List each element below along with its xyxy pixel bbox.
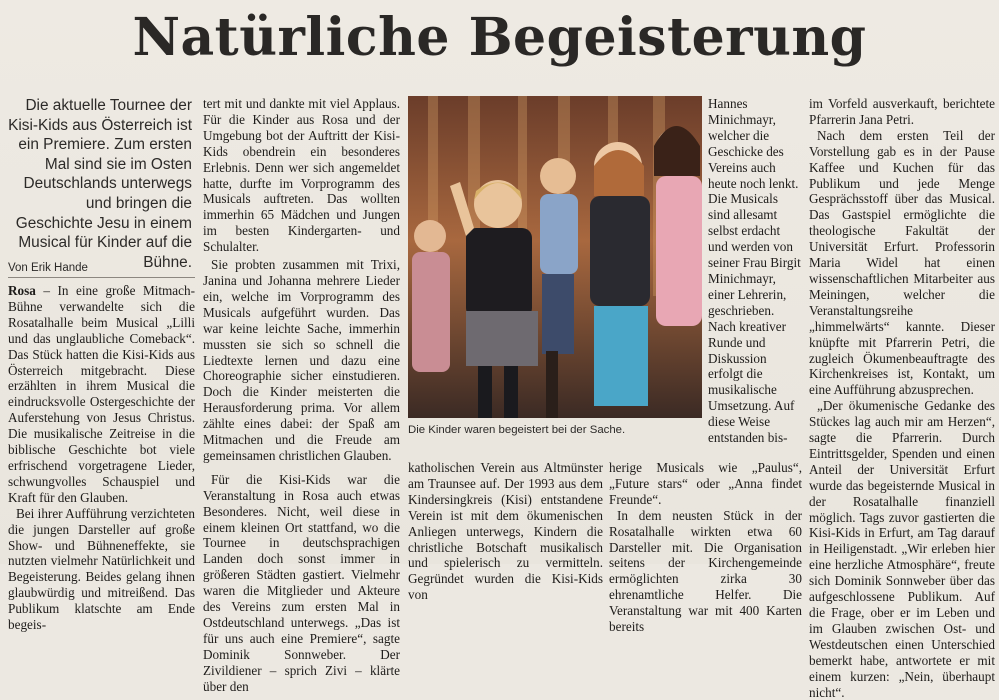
article-column-2	[203, 96, 400, 694]
photo-caption: Die Kinder waren begeistert bei der Sache.	[408, 424, 626, 436]
child-far-right	[654, 126, 702, 326]
paragraph: Hannes Minichmayr, welcher die Geschicke des Vereins auch heute noch lenkt. Die Musicals sind allesamt selbst erdacht und werden von seiner Frau Birgit Minichmayr, einer Lehrerin, geschrieben. Nach kreativer Runde und Diskussion erfolgt die musikalische Umsetzung. Auf diese Weise entstanden bis-	[708, 96, 801, 446]
article-column-4	[609, 460, 802, 635]
paragraph: In dem neusten Stück in der Rosatalhalle wirkten etwa 60 Darsteller mit. Die Organisation seitens der Kirchengemeinde ermöglichten zirka 30 ehrenamtliche Helfer. Die Veranstaltung war mit 400 Karten bereits	[609, 507, 802, 635]
paragraph: Für die Kisi-Kids war die Veranstaltung in Rosa auch etwas Besonderes. Nicht, weil diese in einem kleinen Ort stattfand, wo die Tournee in deutschsprachigen Landen doch sonst immer in größeren Städten gastiert. Vielmehr waren die Mitglieder und Akteure des Vereins zum ersten Mal in Ostdeutschland unterwegs. „Das ist für uns auch eine Premiere“, sagte Dominik Sonnweber. Der Zivildiener – sprich Zivi – klärte über den	[203, 471, 400, 694]
headline: Natürliche Begeisterung	[132, 7, 867, 68]
paragraph: im Vorfeld ausverkauft, berichtete Pfarrerin Jana Petri.	[809, 96, 995, 127]
article-column-1	[8, 283, 195, 633]
paragraph	[8, 283, 195, 506]
dateline: Rosa	[8, 283, 36, 298]
child-right-pink	[590, 142, 650, 406]
paragraph: „Der ökumenische Gedanke des Stückes lag auch mir am Herzen“, sagte die Pfarrerin. Durch Eintrittsgelder, Spenden und einen Anteil der Universität Erfurt wurde das begeisternde Musical in der Rosatalhalle finanziell möglich. Tags zuvor gastierten die Kisi-Kids in Erfurt, am Tag darauf in Heiligenstadt. „Wir erleben hier eine herzliche Atmosphäre“, freute sich Dominik Sonnweber über das aufgeschlossene Publikum. Auf die Frage, ober er im Leben und im Glauben zwischen Ost- und Westdeutschen einen Unterschied bemerkt habe, antwortete er mit einem kurzen: „Nein, überhaupt nicht“.	[809, 398, 995, 700]
paragraph-text: – In eine große Mitmach-Bühne verwandelte sich die Rosatalhalle beim Musical „Lilli und das unglaubliche Comeback“. Das Stück hatten die Kisi-Kids aus Österreich mitgebracht. Diese erzählten in ihrem Musical die eindrucksvolle Ostergeschichte der Auferstehung von Jesus Christus. Die musikalische Zeitreise in die biblische Geschichte bot viele erfrischend vorgetragene Lieder, schwungvolles Schauspiel und Kraft für den Glauben.	[8, 283, 195, 505]
article-column-5	[809, 96, 995, 700]
byline: Von Erik Hande	[8, 261, 195, 278]
paragraph: herige Musicals wie „Paulus“, „Future stars“ oder „Anna findet Freunde“.	[609, 460, 802, 507]
paragraph: Nach dem ersten Teil der Vorstellung gab es in der Pause Kaffee und Kuchen für das Publikum und jede Menge Gesprächsstoff über das Musical. Das Gastspiel ermöglichte die theologische Fakultät der Universität Erfurt. Professorin Maria Widel hat einen wissenschaftlichen Mitarbeiter aus Meiningen, welcher die Veranstaltungsreihe „himmelwärts“ kannte. Dieser knüpfte mit Pfarrerin Petri, die zugleich Ökumenbeauftragte des Kirchenkreises ist, Kontakt, um eine Aufführung abzusprechen.	[809, 127, 995, 398]
paragraph: Bei ihrer Aufführung verzichteten die jungen Darsteller auf große Show- und Bühneneffekte, sie nutzten vielmehr Natürlichkeit und Begeisterung. Beides gelang ihnen glaubwürdig und mitreißend. Das Publikum klatschte am Ende begeis-	[8, 505, 195, 633]
lead-paragraph: Die aktuelle Tournee der Kisi-Kids aus Österreich ist ein Premiere. Zum ersten Mal sind sie im Osten Deutschlands unterwegs und bringen die Geschichte Jesu in einem Musical für Kinder auf die Bühne.	[8, 97, 192, 271]
paragraph: Sie probten zusammen mit Trixi, Janina und Johanna mehrere Lieder ein, welche im Vorprogramm des Musicals aufgeführt wurden. Das war keine leichte Sache, immerhin mussten sie sich so schnell die Liedtexte lernen und dazu eine Choreographie sicher einstudieren. Doch die Kinder meisterten die Herausforderung prima. Vor allem zählte eines dabei: der Spaß am Mitmachen und die Freude am gemeinsamen christlichen Glauben.	[203, 257, 400, 463]
article-photo	[408, 96, 702, 418]
article-column-3	[408, 460, 603, 603]
children-singing-photo	[408, 96, 702, 418]
paragraph: tert mit und dankte mit viel Applaus. Für die Kinder aus Rosa und der Umgebung bot der Auftritt der Kisi-Kids obendrein ein besonderes Erlebnis. Denn wer sich angemeldet hatte, durfte im Vorprogramm des Musicals auftreten. Das wollten immerhin 65 Mädchen und Jungen im besten Kindergarten- und Schulalter.	[203, 96, 400, 255]
child-left-edge	[412, 220, 450, 372]
article-column-4-narrow	[708, 96, 803, 460]
paragraph: katholischen Verein aus Altmünster am Traunsee auf. Der 1993 aus dem Kindersingkreis (Kisi) entstandene Verein ist mit dem ökumenischen Anliegen unterwegs, Kindern die christliche Botschaft musikalisch und spielerisch zu vermitteln. Gegründet wurden die Kisi-Kids von	[408, 460, 603, 603]
